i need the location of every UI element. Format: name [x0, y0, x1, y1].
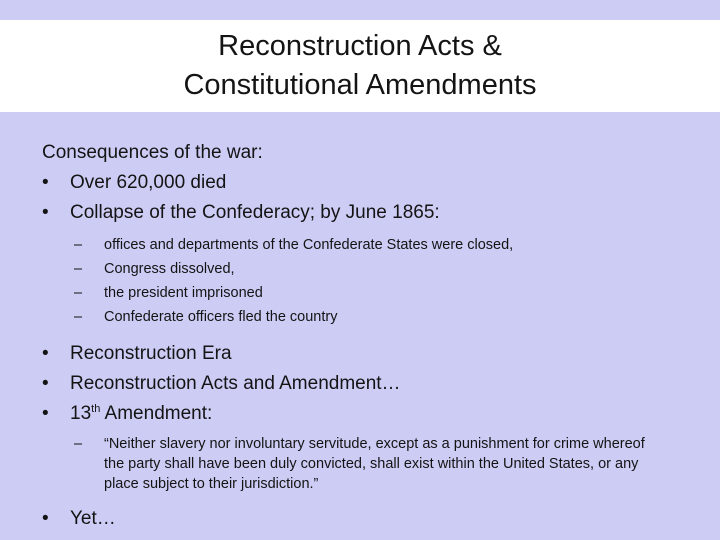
sub-bullet-text: the president imprisoned	[104, 285, 263, 301]
bullet-item	[42, 198, 702, 228]
bullet-item	[42, 369, 702, 399]
bullet-icon: •	[42, 343, 49, 364]
intro-text: Consequences of the war:	[42, 142, 263, 163]
amendment-quote: “Neither slavery nor involuntary servitude, except as a punishment for crime whereof the party shall have been duly convicted, shall exist within the United States, or any place subject to their jurisdiction.”	[104, 436, 645, 492]
slide-title-line-1: Reconstruction Acts &	[218, 30, 502, 62]
quote-item	[42, 434, 702, 494]
bullet-text: Reconstruction Era	[70, 343, 232, 364]
bullet-icon: •	[42, 172, 49, 193]
bullet-item	[42, 168, 702, 198]
bullet-item	[42, 399, 702, 429]
bullet-item	[42, 339, 702, 369]
dash-icon: –	[74, 436, 83, 452]
bullet-text: Reconstruction Acts and Amendment…	[70, 373, 401, 394]
slide-body	[42, 138, 702, 534]
dash-icon: –	[74, 309, 83, 325]
sub-bullet-item	[42, 233, 702, 257]
bullet-icon: •	[42, 508, 49, 529]
amendment-number: 13	[70, 403, 92, 424]
dash-icon: –	[74, 285, 83, 301]
dash-icon: –	[74, 237, 83, 253]
bullet-text: Over 620,000 died	[70, 172, 227, 193]
sub-bullet-text: Confederate officers fled the country	[104, 309, 338, 325]
amendment-ordinal-suffix: th	[91, 403, 101, 415]
bullet-icon: •	[42, 373, 49, 394]
sub-bullet-item	[42, 305, 702, 329]
amendment-label: Amendment:	[100, 403, 213, 424]
sub-bullet-text: Congress dissolved,	[104, 261, 235, 277]
slide-title-line-2: Constitutional Amendments	[183, 69, 537, 101]
bullet-icon: •	[42, 202, 49, 223]
sub-bullet-item	[42, 257, 702, 281]
bullet-text: Collapse of the Confederacy; by June 1865:	[70, 202, 440, 223]
sub-bullet-text: offices and departments of the Confederate States were closed,	[104, 237, 514, 253]
title-band	[0, 20, 720, 112]
bullet-item	[42, 504, 702, 534]
bullet-icon: •	[42, 403, 49, 424]
sub-bullet-item	[42, 281, 702, 305]
dash-icon: –	[74, 261, 83, 277]
bullet-text: Yet…	[70, 508, 116, 529]
